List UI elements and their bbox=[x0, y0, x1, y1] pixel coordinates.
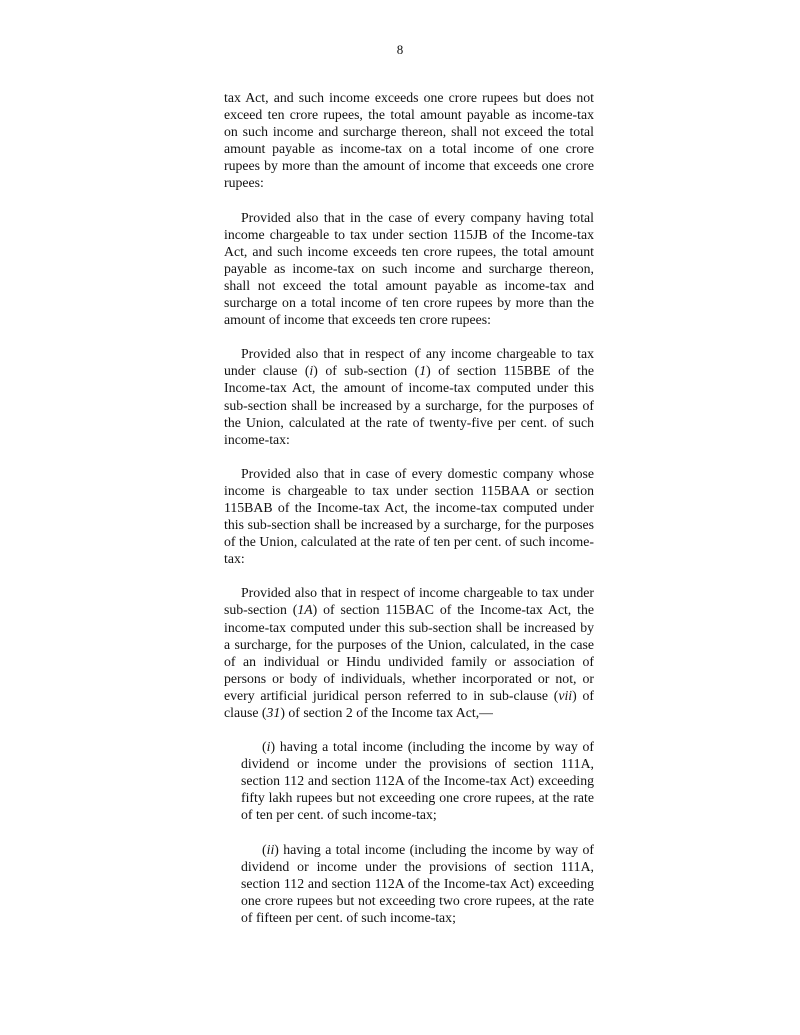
clause-text: ) having a total income (including the income by way of dividend or income under the provisions of section 111A, section 112 and section 112A of the Income-tax Act) exceeding fifty lakh rupees but not exceeding one crore rupees, at the rate of ten per cent. of such income-tax; bbox=[241, 739, 594, 823]
proviso-text: Provided also that in respect of income chargeable to tax under sub-section ( bbox=[224, 585, 594, 618]
proviso-115bac bbox=[224, 584, 594, 721]
proviso-domestic-company: Provided also that in case of every domestic company whose income is chargeable to tax under section 115BAA or section 115BAB of the Income-tax Act, the income-tax computed under this sub-section shall be increased by a surcharge, for the purposes of the Union, calculated at the rate of ten per cent. of such income-tax: bbox=[224, 465, 594, 567]
clause-open: ( bbox=[262, 739, 267, 755]
proviso-text: ) of section 115BBE of the Income-tax Act, the amount of income-tax computed under this sub-section shall be increased by a surcharge, for the purposes of the Union, calculated at the rate of twenty-five per cent. of such income-tax: bbox=[224, 363, 594, 447]
paragraph-continuation: tax Act, and such income exceeds one crore rupees but does not exceed ten crore rupees, the total amount payable as income-tax on such income and surcharge thereon, shall not exceed the total amount payable as income-tax on a total income of one crore rupees by more than the amount of income that exceeds one crore rupees: bbox=[224, 90, 594, 191]
clause-text: ) having a total income (including the income by way of dividend or income under the provisions of section 111A, section 112 and section 112A of the Income-tax Act) exceeding one crore rupees but not exceeding two crore rupees, at the rate of fifteen per cent. of such income-tax; bbox=[241, 841, 594, 925]
clause-ii bbox=[241, 841, 594, 926]
document-body bbox=[224, 89, 594, 926]
clause-i bbox=[241, 738, 594, 823]
proviso-115bbe bbox=[224, 345, 594, 448]
proviso-text: ) of sub-section ( bbox=[313, 363, 420, 379]
subclause-ref: vii bbox=[558, 687, 573, 703]
proviso-text: Provided also that in respect of any income chargeable to tax under clause ( bbox=[224, 346, 594, 379]
clause-ref: i bbox=[309, 363, 314, 379]
page-number: 8 bbox=[396, 42, 404, 57]
clause-label: i bbox=[266, 739, 271, 755]
proviso-text: ) of section 2 of the Income tax Act,— bbox=[280, 705, 493, 720]
subsection-ref: 1 bbox=[419, 363, 427, 379]
proviso-text: ) of section 115BAC of the Income-tax Act, the income-tax computed under this sub-section shall be increased by a surcharge, for the purposes of the Union, calculated, in the case of an individual or Hindu undivided family or association of persons or body of individuals, whether incorporated or not, or every artificial juridical person referred to in sub-clause ( bbox=[224, 602, 594, 703]
proviso-text: ) of clause ( bbox=[224, 687, 594, 720]
clause-label: ii bbox=[266, 841, 275, 857]
proviso-115jb: Provided also that in the case of every company having total income chargeable to tax under section 115JB of the Income-tax Act, and such income exceeds ten crore rupees, the total amount payable as income-tax on such income and surcharge thereon, shall not exceed the total amount payable as income-tax and surcharge on a total income of ten crore rupees by more than the amount of income that exceeds ten crore rupees: bbox=[224, 209, 594, 328]
clause-open: ( bbox=[262, 841, 267, 857]
subsection-ref: 1A bbox=[297, 602, 313, 618]
clause-ref: 31 bbox=[266, 705, 281, 720]
